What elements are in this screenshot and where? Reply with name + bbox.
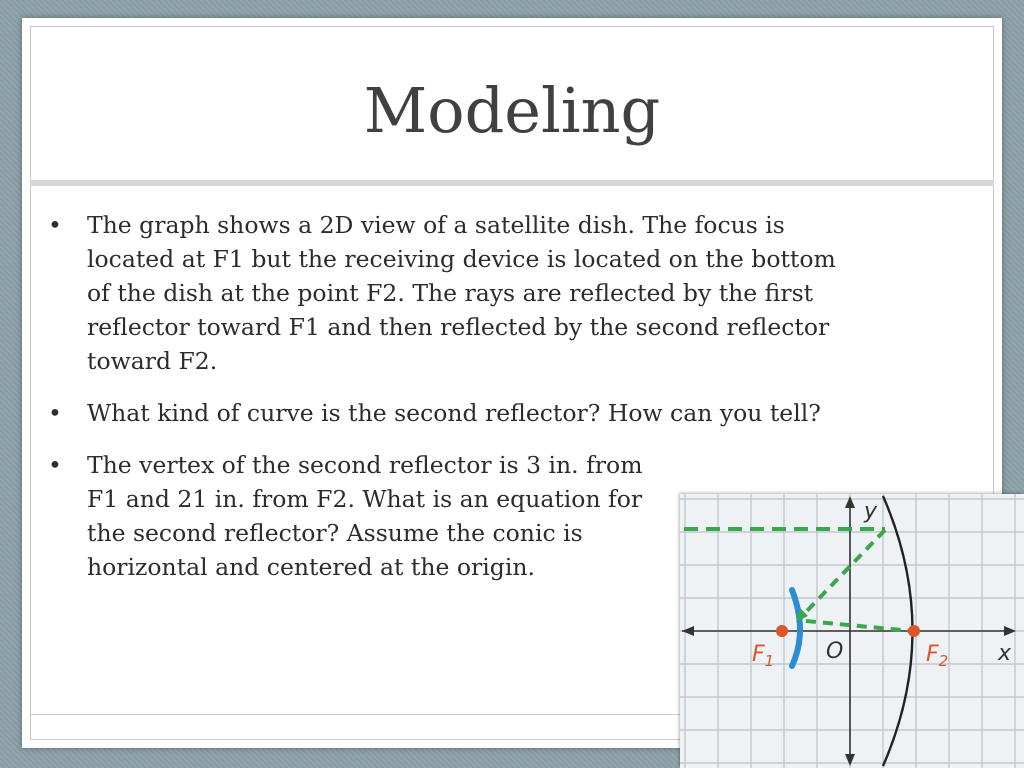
bullet-marker: • — [48, 399, 62, 427]
bullet-marker: • — [48, 451, 62, 479]
bullet-text: The vertex of the second reflector is 3 in. from F1 and 21 in. from F2. What is an equation for the second reflector? Assume the conic is horizontal and centered at the origin. — [87, 451, 643, 581]
f2-letter: F — [926, 642, 939, 667]
f1-subscript: 1 — [764, 652, 775, 670]
origin-label: O — [826, 639, 844, 664]
bullet-item — [44, 448, 662, 584]
bullet-text: What kind of curve is the second reflector? How can you tell? — [87, 399, 821, 427]
bullet-text: The graph shows a 2D view of a satellite dish. The focus is located at F1 but the receiving device is located on the bottom of the dish at the point F2. The rays are reflected by the first reflector toward F1 and then reflected by the second reflector toward F2. — [87, 211, 836, 375]
focus-f1-point — [776, 625, 788, 637]
focus-f2-point — [908, 625, 920, 637]
bullet-marker: • — [48, 211, 62, 239]
diagram-svg — [680, 494, 1024, 768]
bullet-item — [44, 208, 854, 378]
title-divider — [30, 180, 994, 186]
y-axis-label: y — [864, 499, 878, 524]
x-axis-label: x — [998, 641, 1012, 666]
satellite-dish-diagram — [680, 494, 1024, 768]
f2-subscript: 2 — [938, 652, 949, 670]
title-area — [30, 26, 994, 182]
f1-letter: F — [752, 642, 765, 667]
bullet-item — [44, 396, 854, 430]
slide-title: Modeling — [363, 74, 661, 147]
